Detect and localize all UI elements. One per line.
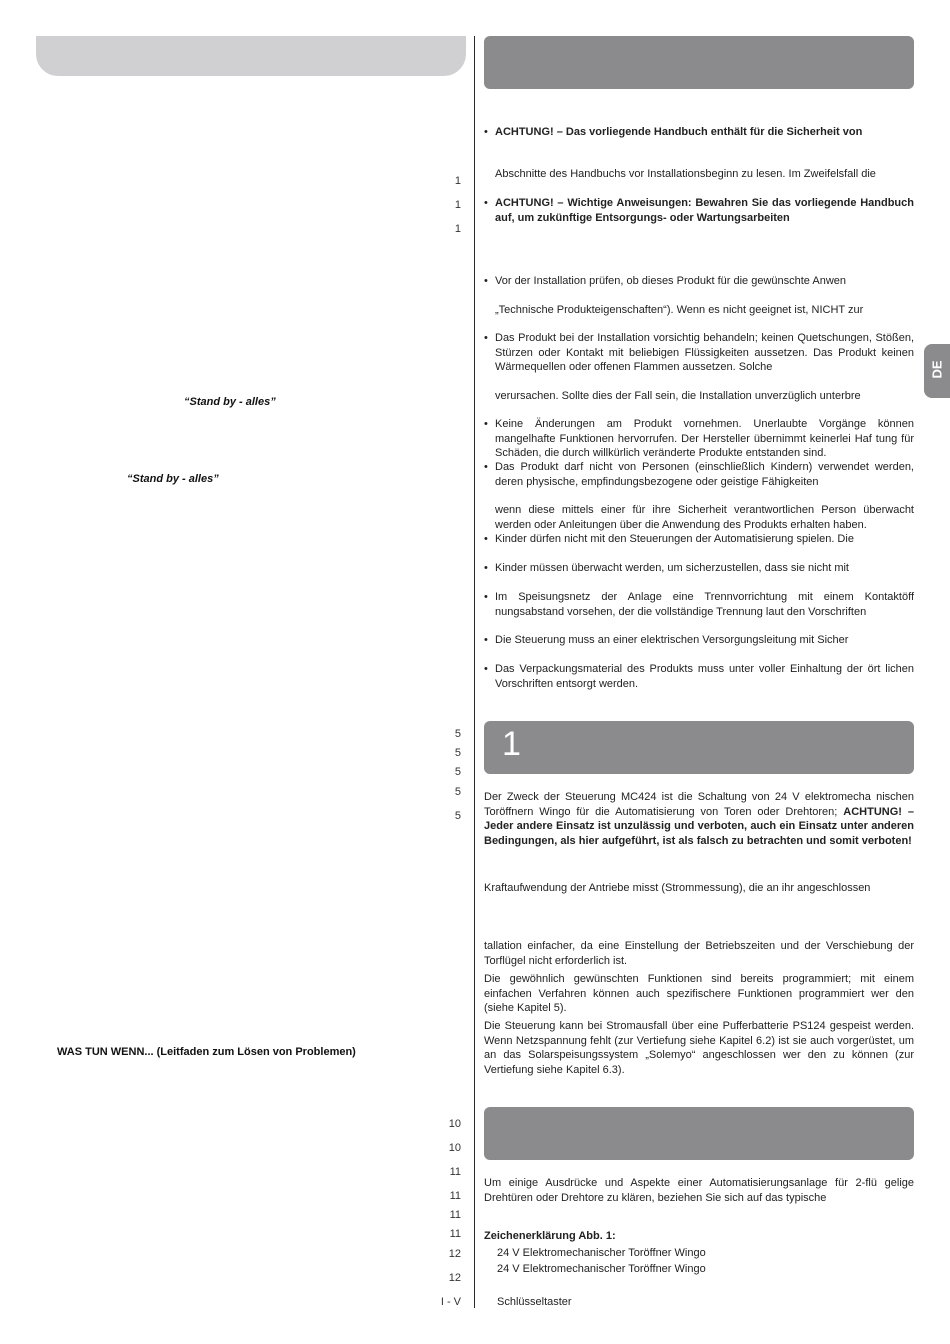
- toc-page-number: 1: [454, 199, 461, 211]
- toc-page-number: 5: [454, 786, 461, 798]
- column-divider: [474, 36, 475, 1308]
- toc-entry-troubleshooting: WAS TUN WENN... (Leitfaden zum Lösen von Problemen): [57, 1046, 356, 1058]
- safety-bullet: • Vor der Installation prüfen, ob dieses Produkt für die gewünschte Anwen: [484, 275, 846, 287]
- safety-bullet: • Keine Änderungen am Produkt vornehmen. Unerlaubte Vorgänge können mangelhafte Funktionen hervorrufen. Der Hersteller übernimmt keinerlei Haf tung für Schäden, die durch willkürlich veränderte Produkte entstanden sind.: [484, 418, 914, 460]
- toc-page-number: 5: [454, 747, 461, 759]
- chapter-1-paragraph: Der Zweck der Steuerung MC424 ist die Schaltung von 24 V elektromecha nischen Toröffnern Wingo für die Automatisierung von Toren oder Drehtoren; ACHTUNG! – Jeder andere Einsatz ist unzulässig und verboten, auch ein Einsatz unter anderen Bedingungen, als hier aufgeführt, ist als falsch zu betrachten und somit verboten!: [484, 791, 914, 847]
- toc-page-number: 12: [448, 1272, 461, 1284]
- toc-page-number: 5: [454, 810, 461, 822]
- toc-header-banner: [36, 36, 466, 76]
- toc-page-number: I - V: [440, 1296, 461, 1308]
- chapter-1-paragraph: Kraftaufwendung der Antriebe misst (Strommessung), die an ihr angeschlossen: [484, 882, 871, 894]
- toc-entry-stand-by-1: “Stand by - alles”: [184, 396, 276, 408]
- toc-page-number: 10: [448, 1142, 461, 1154]
- safety-bullet: • Kinder müssen überwacht werden, um sicherzustellen, dass sie nicht mit: [484, 562, 849, 574]
- toc-page-number: 11: [449, 1166, 461, 1178]
- toc-page-number: 11: [449, 1209, 461, 1221]
- language-tab-de: [924, 344, 950, 398]
- safety-bullet: • Die Steuerung muss an einer elektrischen Versorgungsleitung mit Sicher: [484, 634, 849, 646]
- toc-page-number: 12: [448, 1248, 461, 1260]
- toc-page-number: 1: [454, 175, 461, 187]
- toc-entry-stand-by-2: “Stand by - alles”: [127, 473, 219, 485]
- safety-bullet: • Kinder dürfen nicht mit den Steuerungen der Automatisierung spielen. Die: [484, 533, 854, 545]
- legend-item: Schlüsseltaster: [497, 1296, 572, 1308]
- toc-page-number: 5: [454, 766, 461, 778]
- safety-bullet: • Das Produkt bei der Installation vorsichtig behandeln; keinen Quetschungen, Stößen, Stürzen oder Kontakt mit beliebigen Flüssigkeiten aussetzen. Das Produkt keinen Wärmequellen oder offenen Flammen aussetzen. Solche: [484, 332, 914, 374]
- legend-item: 24 V Elektromechanischer Toröffner Wingo: [497, 1247, 706, 1259]
- toc-page-number: 11: [449, 1228, 461, 1240]
- toc-page-number: 5: [454, 728, 461, 740]
- safety-bullet: • ACHTUNG! – Das vorliegende Handbuch enthält für die Sicherheit von: [484, 126, 863, 138]
- chapter-1-paragraph: tallation einfacher, da eine Einstellung der Betriebszeiten und der Verschiebung der Torflügel nicht erforderlich ist.: [484, 940, 914, 967]
- safety-text: Abschnitte des Handbuchs vor Installationsbeginn zu lesen. Im Zweifelsfall die: [495, 168, 876, 180]
- legend-title: Zeichenerklärung Abb. 1:: [484, 1230, 616, 1242]
- chapter-number: 1: [502, 725, 521, 763]
- toc-page-number: 10: [448, 1118, 461, 1130]
- toc-page-number: 11: [449, 1190, 461, 1202]
- toc-page-number: 1: [454, 223, 461, 235]
- chapter-2-paragraph: Um einige Ausdrücke und Aspekte einer Automatisierungsanlage für 2-flü gelige Drehtüren oder Drehtore zu klären, beziehen Sie sich auf das typische: [484, 1177, 914, 1204]
- safety-bullet: • Im Speisungsnetz der Anlage eine Trennvorrichtung mit einem Kontaktöff nungsabstand vorsehen, der die vollständige Trennung laut den Vorschriften: [484, 591, 914, 618]
- chapter-1-paragraph: Die Steuerung kann bei Stromausfall über eine Pufferbatterie PS124 gespeist werden. Wenn Netzspannung fehlt (zur Vertiefung siehe Kapitel 6.2) ist sie auch vorgerüstet, um an das Solarspeisungssystem „Solemyo“ angeschlossen wer den zu können (zur Vertiefung siehe Kapitel 6.3).: [484, 1020, 914, 1076]
- safety-text: „Technische Produkteigenschaften“). Wenn es nicht geeignet ist, NICHT zur: [495, 304, 864, 316]
- legend-item: 24 V Elektromechanischer Toröffner Wingo: [497, 1263, 706, 1275]
- safety-text: verursachen. Sollte dies der Fall sein, die Installation unverzüglich unterbre: [495, 390, 861, 402]
- chapter-1-header: [484, 721, 914, 774]
- chapter-1-paragraph: Die gewöhnlich gewünschten Funktionen sind bereits programmiert; mit einem einfachen Verfahren können auch spezifischere Funktionen programmiert wer den (siehe Kapitel 5).: [484, 973, 914, 1015]
- safety-bullet: • Das Verpackungsmaterial des Produkts muss unter voller Einhaltung der ört lichen Vorschriften entsorgt werden.: [484, 663, 914, 690]
- chapter-2-header: [484, 1107, 914, 1160]
- safety-bullet: • ACHTUNG! – Wichtige Anweisungen: Bewahren Sie das vorliegende Handbuch auf, um zukünftige Entsorgungs- oder Wartungsarbeiten: [484, 197, 914, 224]
- section-header-safety: [484, 36, 914, 89]
- safety-bullet: • Das Produkt darf nicht von Personen (einschließlich Kindern) verwendet werden, deren physische, empfindungsbezogene oder geistige Fähigkeiten: [484, 461, 914, 488]
- safety-text: wenn diese mittels einer für ihre Sicherheit verantwortlichen Person überwacht werden oder Anleitungen über die Anwendung des Produkts erhalten haben.: [495, 504, 914, 531]
- language-tab-label: DE: [929, 360, 945, 379]
